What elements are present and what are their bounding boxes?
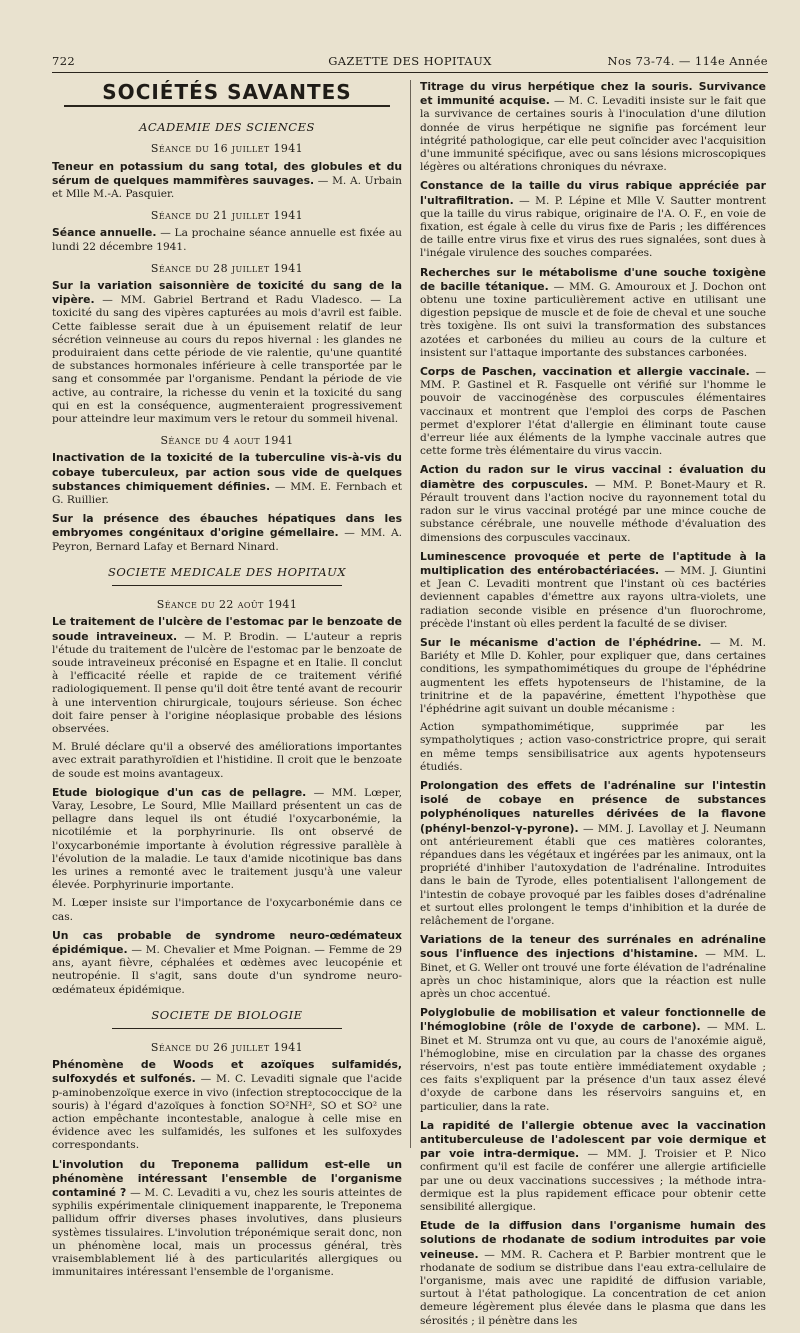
article [52,451,402,507]
article [52,786,402,893]
article [420,636,766,716]
article [52,615,402,736]
article-title: Polyglobulie de mobilisation et valeur fonctionnelle de l'hémoglobine (rôle de l'oxyde de carbone). [420,1006,766,1034]
article-title: Luminescence provoquée et perte de l'aptitude à la multiplication des entérobactériacées. [420,549,766,577]
article-body: — La prochaine séance annuelle est fixée au lundi 22 décembre 1941. [52,227,402,253]
article-body: — M. P. Brodin. — L'auteur a repris l'étude du traitement de l'ulcère de l'estomac par le benzoate de soude intraveineux préconisé en Espagne et en Italie. Il conclut à l'efficacité réelle et rapide de ce traitement vérifié radiologiquement. Il pense qu'il doit être tenté avant de recourir à une intervention chirurgicale, toujours sérieuse. Son échec doit faire penser à l'origine néoplasique probable des lésions observées. [52,630,402,735]
article-body: — M. P. Lépine et Mlle V. Sautter montrent que la taille du virus rabique, originaire de l'A. O. F., en voie de fixation, est égale à celle du virus fixe de Paris ; les différences de taille entre virus fixe et virus des rues signalées, sont dues à l'inégale virulence des souches comparées. [420,194,766,260]
article [52,226,402,253]
article-title: Constance de la taille du virus rabique appréciée par l'ultrafiltration. [420,179,766,207]
article-body: — MM. Gabriel Bertrand et Radu Vladesco. — La toxicité du sang des vipères capturées au mois d'avril est faible. Cette faiblesse serait due à un épuisement relatif de leur sécrétion veinneuse au cours du repos hivernal : les glandes ne produiraient dans cette période de vie ralentie, qu'une quantité de substances hormonales inférieure à celle transportée par le sang et consommée par l'organisme. Pendant la période de vie active, au contraire, la richesse du venin et la toxicité du sang qui en est la conséquence, augmenteraient progressivement pour atteindre leur maximum vers le retour du sommeil hivenal. [52,294,402,426]
session-date: Séance du 4 aout 1941 [160,434,294,448]
article-body: — MM. J. Lavollay et J. Neumann ont antérieurement établi que ces matières colorantes, répandues dans les végétaux et ingérées par les animaux, ont la propriété d'inhiber l'autoxydation de l'adrénaline. Introduites dans le bain de Tyrode, elles potentialisent l'allongement de l'intestin de cobaye provoqué par les faibles doses d'adrénaline et surtout elles prolongent le temps d'inhibition et la durée de relâchement de l'organe. [420,822,766,927]
article-title: L'involution du Treponema pallidum est-elle un phénomène intéressant l'ensemble de l'organisme contaminé ? [52,1157,402,1200]
article-title: Variations de la teneur des surrénales en adrénaline sous l'influence des injections d'histamine. [420,933,766,961]
article-title: Phénomène de Woods et azoïques sulfamidés, sulfoxydés et sulfonés. [52,1058,402,1086]
article-title: La rapidité de l'allergie obtenue avec la vaccination antituberculeuse de l'adolescent par voie dermique et par voie intra-dermique. [420,1118,766,1161]
section-title: SOCIÉTÉS SAVANTES [102,80,352,104]
heading-academie: ACADEMIE DES SCIENCES [139,120,315,135]
article-body: — MM. L. Binet et M. Strumza ont vu que, au cours de l'anoxémie aiguë, l'hémoglobine, mise en circulation par la chasse des organes réservoirs, n'est pas toute entière immédiatement oxydable ; ces faits s'expliquent par la présence d'un taux assez élevé d'oxyde de carbone dans les réservoirs sanguins et, en particulier, dans la rate. [420,1021,766,1113]
article-paragraph: M. Brulé déclare qu'il a observé des améliorations importantes avec extrait parathyroïdien et l'histidine. Il croit que le benzoate de soude est moins avantageux. [52,741,402,780]
session-date: Séance du 26 juillet 1941 [150,1040,304,1054]
article-body: — MM. E. Fernbach et G. Ruillier. [52,480,402,507]
article [420,80,766,174]
article [420,779,766,928]
article-title: Etude biologique d'un cas de pellagre. [52,785,307,799]
page-header [52,54,768,72]
article [420,179,766,260]
heading-rule [112,585,342,586]
article [52,512,402,554]
article-title: Corps de Paschen, vaccination et allergie vaccinale. [420,365,750,379]
article-paragraph: Action sympathomimétique, supprimée par les sympatholytiques ; action vaso-constrictrice propre, qui serait en même temps sensibilisatrice aux agents hypotenseurs étudiés. [420,721,766,773]
right-column [420,80,766,1333]
issue-number: Nos 73-74. — 114e Année [607,54,768,68]
title-rule [64,105,390,107]
article-title: Sur la présence des ébauches hépatiques dans les embryomes congénitaux d'origine gémellaire. [52,512,402,540]
article-body: — M. A. Urbain et Mlle M.-A. Pasquier. [52,174,402,201]
article-title: Etude de la diffusion dans l'organisme humain des solutions de rhodanate de sodium introduites par voie veineuse. [420,1219,766,1261]
article-body: — M. Chevalier et Mme Poignan. — Femme de 29 ans, ayant fièvre, céphalées et œdèmes avec leucopénie et neutropénie. Il s'agit, sans doute d'un syndrome neuro-œdémateux épidémique. [52,943,402,996]
article [420,463,766,544]
session-date: Séance du 21 juillet 1941 [150,209,304,223]
article-title: Inactivation de la toxicité de la tuberculine vis-à-vis du cobaye tuberculeux, par action sous vide de quelques substances chimiquement définies. [52,451,402,493]
article-body: — MM. A. Peyron, Bernard Lafay et Bernard Ninard. [52,527,403,553]
article-title: Prolongation des effets de l'adrénaline sur l'intestin isolé de cobaye en présence de substances polyphénoliques naturelles dérivées de la flavone (phényl-benzol-γ-pyrone). [420,778,766,835]
article [420,1119,766,1214]
header-rule [52,72,768,73]
article-title: Teneur en potassium du sang total, des globules et du sérum de quelques mammifères sauvages. [52,159,402,187]
heading-societe-biologie: SOCIETE DE BIOLOGIE [151,1007,303,1022]
article-body: — MM. G. Amouroux et J. Dochon ont obtenu une toxine particulièrement active en utilisant une digestion pepsique de muscle et de foie de cheval et une souche très toxigène. Ils ont suivi la transformation des substances azotées et carbonées du milieu au cours de la culture et insistent sur l'attaque importante des substances carbonées. [420,280,766,359]
article-body: — MM. R. Cachera et P. Barbier montrent que le rhodanate de sodium se distribue dans l'eau extra-cellulaire de l'organisme, mais avec une rapidité de diffusion variable, surtout à l'état pathologique. La concentration de cet anion demeure légèrement plus élevée dans le plasma que dans les sérosités ; il pénètre dans les [420,1248,766,1327]
article-body: — MM. J. Giuntini et Jean C. Levaditi montrent que l'instant où ces bactéries deviennent capables d'émettre aux rayons ultra-violets, une radiation seconde visible en présence d'un fluorochrome, précède l'instant où elles perdent la faculté de se diviser. [420,564,766,630]
article-body: — M. C. Levaditi a vu, chez les souris atteintes de syphilis expérimentale cliniquement inapparente, le Treponema pallidum offrir diverses phases involutives, dans plusieurs systèmes tissulaires. L'involution tréponémique serait donc, non un phénomène local, mais un processus général, très vraisemblablement lié à des particularités allergiques ou immunitaires intéressant l'ensemble de l'organisme. [52,1187,402,1279]
article-body: — MM. P. Gastinel et R. Fasquelle ont vérifié sur l'homme le pouvoir de vaccinogénèse des corpuscules élémentaires vaccinaux et montrent que l'emploi des corps de Paschen permet d'explorer l'état d'allergie en éliminant toute cause d'erreur liée aux éléments de la lymphe vaccinale autres que cette forme très élémentaire du virus vaccin. [420,366,767,458]
article [420,1219,766,1328]
article-title: Un cas probable de syndrome neuro-œdémateux épidémique. [52,928,402,956]
journal-title: GAZETTE DES HOPITAUX [328,54,492,68]
heading-societe-medicale: SOCIETE MEDICALE DES HOPITAUX [107,564,347,579]
article-title: Action du radon sur le virus vaccinal : évaluation du diamètre des corpuscules. [420,463,766,491]
article [420,365,766,458]
article [52,1158,402,1280]
session-date: Séance du 22 août 1941 [156,598,298,612]
article [52,929,402,997]
article-paragraph: M. Lœper insiste sur l'importance de l'oxycarbonémie dans ce cas. [52,897,402,923]
article-body: — M. C. Levaditi insiste sur le fait que la survivance de certaines souris à l'inoculation d'une dilution donnée de virus herpétique ne signifie pas forcément leur intégrité pathologique, car elle peut coïncider avec l'acquisition d'une immunité spécifique, avec ou sans lésions microscopiques légères ou altérations chroniques du névraxe. [420,95,766,174]
article-title: Le traitement de l'ulcère de l'estomac par le benzoate de soude intraveineux. [52,615,402,643]
article-title: Sur le mécanisme d'action de l'éphédrine. [420,635,702,649]
article-body: — MM. P. Bonet-Maury et R. Pérault trouvent dans l'action nocive du rayonnement total du radon sur le virus vaccinal protégé par une mince couche de substance cérébrale, une nouvelle méthode d'évaluation des dimensions des corpuscules vaccinaux. [420,478,766,544]
article [52,1058,402,1152]
article-title: Sur la variation saisonnière de toxicité du sang de la vipère. [52,279,402,307]
article [52,279,402,426]
article-body: — MM. Lœper, Varay, Lesobre, Le Sourd, Mlle Maillard présentent un cas de pellagre dans lequel ils ont étudié l'oxycarbonémie, la nicotilémie et la porphyrinurie. Ils ont observé de l'oxycarbonémie importante à évolution régressive parallèle à l'évolution de la maladie. Le taux d'amide nicotinique bas dans les urines a remonté avec le traitement jusqu'à une valeur élevée. Porphyrinurie importante. [52,786,402,892]
article-body: — M. M. Bariéty et Mlle D. Kohler, pour expliquer que, dans certaines conditions, les sympathomimétiques du groupe de l'éphédrine augmentent les effets hypotenseurs de l'histamine, de la trinitrine et de la papavérine, émettent l'hypothèse que l'éphédrine agit suivant un double mécanisme : [420,636,766,715]
article-body: — MM. J. Troisier et P. Nico confirment qu'il est facile de conférer une allergie artificielle par une ou deux vaccinations successives ; la méthode intra-dermique est la plus rapidement efficace pour obtenir cette sensibilité allergique. [420,1148,766,1214]
article-title: Titrage du virus herpétique chez la souris. Survivance et immunité acquise. [420,80,766,108]
heading-rule [112,1028,342,1029]
article [420,1006,766,1114]
article-body: — MM. L. Binet, et G. Weller ont trouvé une forte élévation de l'adrénaline après un choc histaminique, alors que la réaction est nulle après un choc accentué. [420,948,766,1000]
left-column [52,80,402,1284]
session-date: Séance du 28 juillet 1941 [150,261,304,275]
article [420,550,766,631]
column-divider [410,80,411,1148]
article [420,266,766,360]
article-title: Recherches sur le métabolisme d'une souche toxigène de bacille tétanique. [420,265,766,293]
article [52,160,402,202]
page-number: 722 [52,54,76,68]
article-body: — M. C. Levaditi signale que l'acide p-aminobenzoïque exerce in vivo (infection streptococcique de la souris) à l'égard d'azoïques à fonction SO²NH², SO et SO² une action empêchante incontestable, analogue à celle mise en évidence avec les sulfamidés, les sulfones et les sulfoxydes correspondants. [52,1073,402,1152]
article-title: Séance annuelle. [52,226,157,240]
article [420,933,766,1001]
session-date: Séance du 16 juillet 1941 [150,142,304,156]
